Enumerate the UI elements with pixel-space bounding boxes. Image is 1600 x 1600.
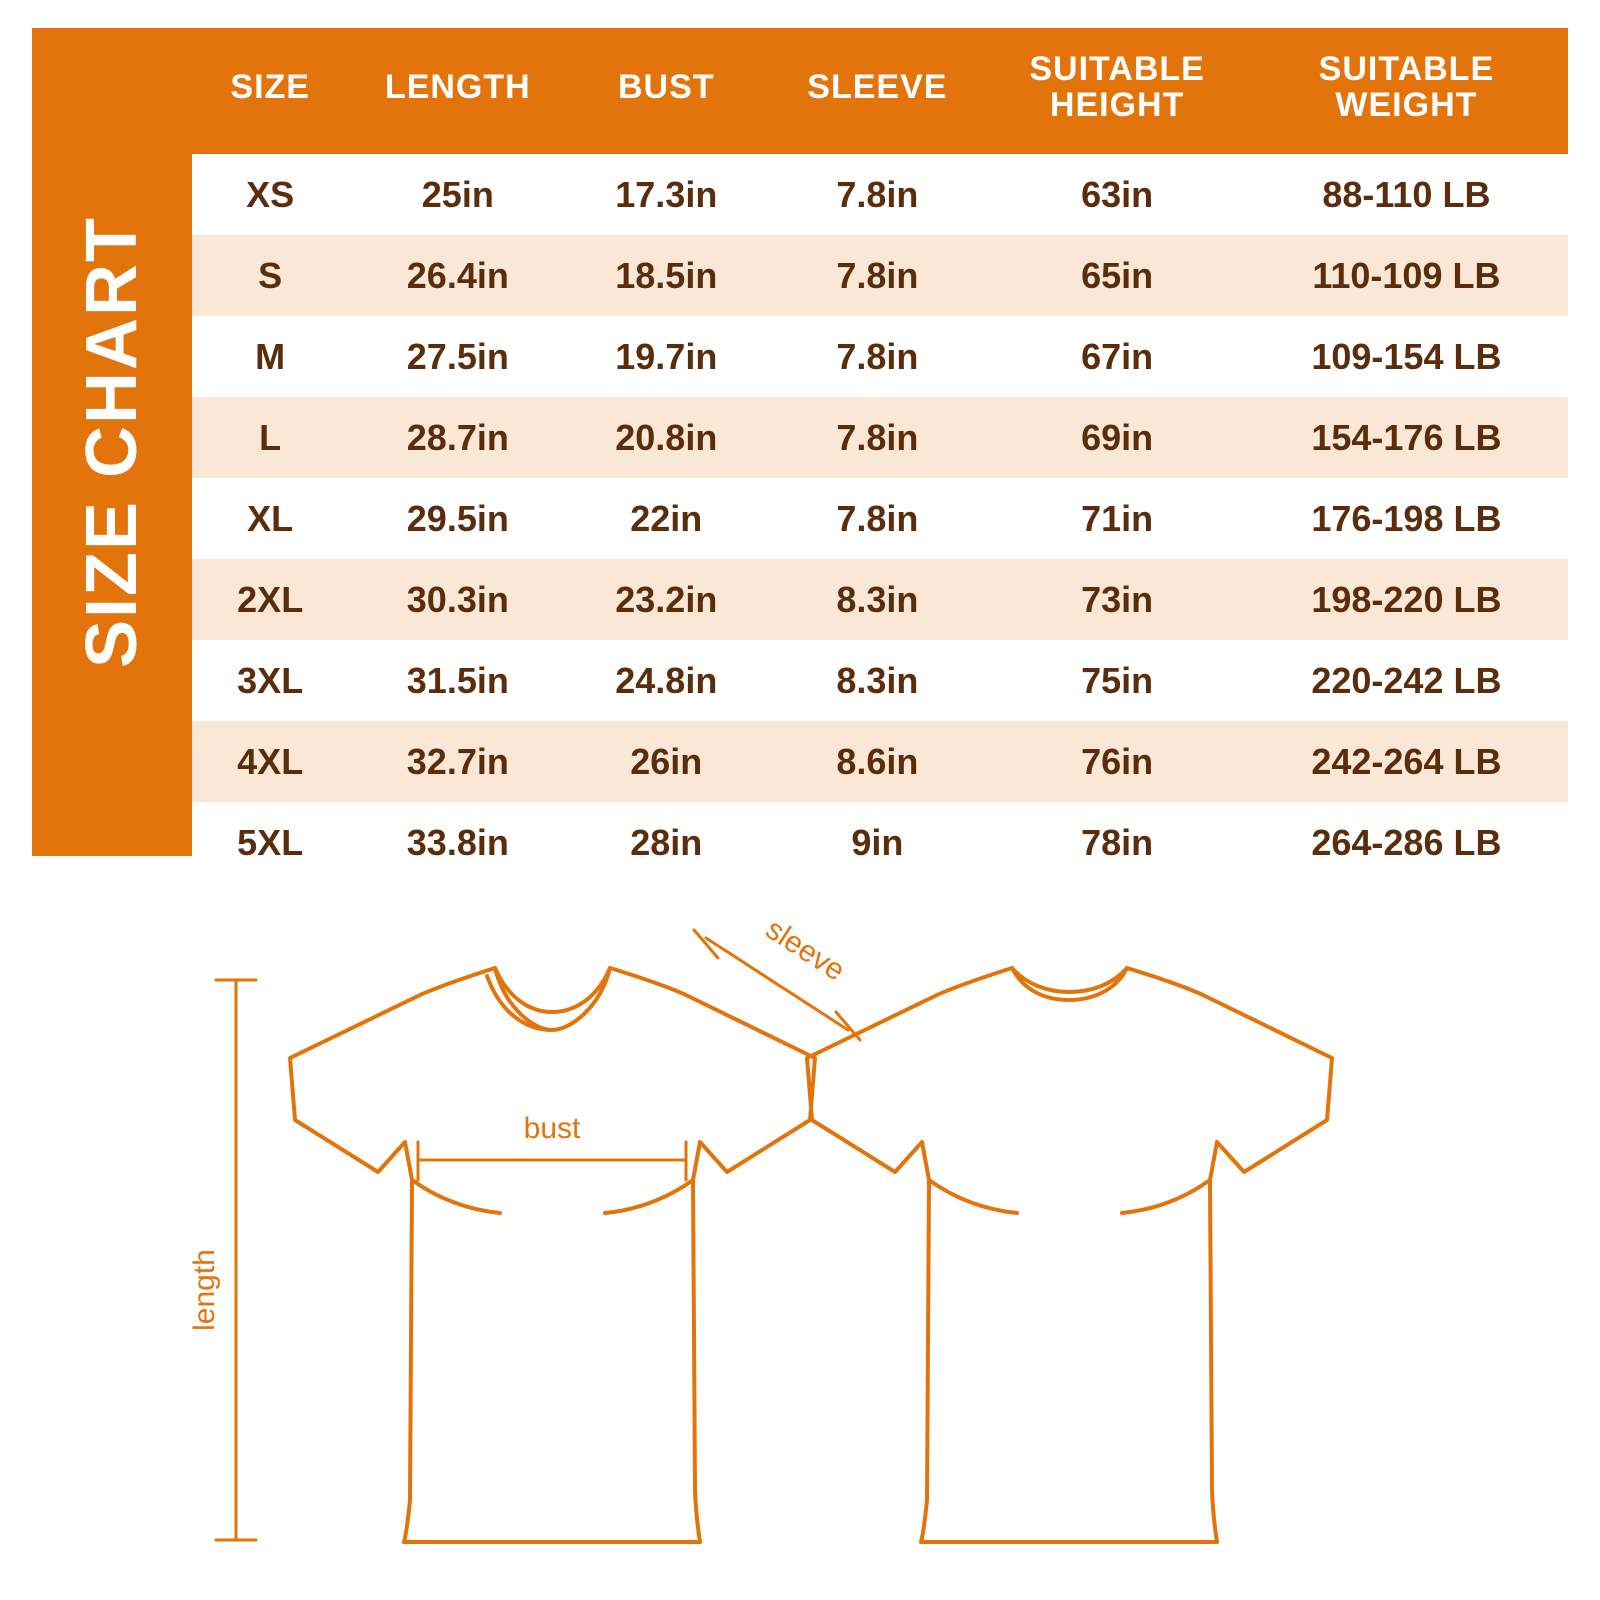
cell-size: S: [192, 235, 348, 316]
cell-suitable-weight: 220-242 LB: [1245, 640, 1568, 721]
cell-sleeve: 7.8in: [765, 154, 989, 235]
column-header-suitable-height-line2: HEIGHT: [1049, 86, 1185, 124]
cell-suitable-weight: 264-286 LB: [1245, 802, 1568, 883]
cell-suitable-weight: 198-220 LB: [1245, 559, 1568, 640]
sleeve-label: sleeve: [759, 912, 851, 988]
cell-suitable-height: 73in: [989, 559, 1244, 640]
cell-sleeve: 7.8in: [765, 316, 989, 397]
column-header-suitable-weight-line1: SUITABLE: [1318, 50, 1495, 89]
cell-suitable-weight: 176-198 LB: [1245, 478, 1568, 559]
cell-size: XS: [192, 154, 348, 235]
table-row: [192, 235, 1568, 316]
cell-sleeve: 7.8in: [765, 478, 989, 559]
column-header-bust-line1: BUST: [618, 68, 715, 107]
cell-size: L: [192, 397, 348, 478]
cell-bust: 28in: [567, 802, 765, 883]
cell-sleeve: 7.8in: [765, 397, 989, 478]
bust-label: bust: [523, 1112, 581, 1145]
cell-sleeve: 9in: [765, 802, 989, 883]
cell-length: 27.5in: [348, 316, 567, 397]
column-header-sleeve: [765, 28, 989, 154]
cell-suitable-height: 67in: [989, 316, 1244, 397]
table-header-row: [192, 28, 1568, 154]
t-shirt-back-outline: [807, 968, 1332, 1542]
column-header-suitable-height: [989, 28, 1244, 154]
cell-length: 26.4in: [348, 235, 567, 316]
cell-sleeve: 8.3in: [765, 640, 989, 721]
cell-bust: 19.7in: [567, 316, 765, 397]
table-row: [192, 721, 1568, 802]
column-header-length: [348, 28, 567, 154]
cell-length: 28.7in: [348, 397, 567, 478]
measurement-diagram: [0, 880, 1600, 1580]
cell-sleeve: 8.6in: [765, 721, 989, 802]
cell-bust: 22in: [567, 478, 765, 559]
cell-sleeve: 7.8in: [765, 235, 989, 316]
cell-suitable-height: 76in: [989, 721, 1244, 802]
cell-suitable-height: 65in: [989, 235, 1244, 316]
cell-size: XL: [192, 478, 348, 559]
cell-sleeve: 8.3in: [765, 559, 989, 640]
cell-bust: 17.3in: [567, 154, 765, 235]
table-row: [192, 802, 1568, 883]
bust-dimension-line: [418, 1142, 686, 1180]
cell-suitable-weight: 88-110 LB: [1245, 154, 1568, 235]
column-header-sleeve-line1: SLEEVE: [807, 68, 948, 107]
cell-bust: 18.5in: [567, 235, 765, 316]
cell-bust: 20.8in: [567, 397, 765, 478]
length-dimension-line: [216, 980, 256, 1540]
column-header-suitable-weight-line2: WEIGHT: [1335, 86, 1478, 124]
size-table-wrapper: [192, 28, 1568, 863]
length-label: length: [188, 1249, 221, 1331]
cell-size: M: [192, 316, 348, 397]
table-row: [192, 559, 1568, 640]
cell-length: 25in: [348, 154, 567, 235]
table-row: [192, 640, 1568, 721]
column-header-suitable-height-line1: SUITABLE: [1029, 50, 1205, 89]
table-row: [192, 316, 1568, 397]
cell-size: 5XL: [192, 802, 348, 883]
cell-suitable-weight: 110-109 LB: [1245, 235, 1568, 316]
cell-size: 2XL: [192, 559, 348, 640]
cell-bust: 26in: [567, 721, 765, 802]
column-header-bust: [567, 28, 765, 154]
column-header-suitable-weight: [1245, 28, 1568, 154]
column-header-size-line1: SIZE: [230, 68, 310, 107]
cell-suitable-weight: 242-264 LB: [1245, 721, 1568, 802]
cell-bust: 23.2in: [567, 559, 765, 640]
cell-suitable-height: 69in: [989, 397, 1244, 478]
table-row: [192, 397, 1568, 478]
size-chart-block: [32, 28, 1568, 863]
cell-size: 3XL: [192, 640, 348, 721]
cell-length: 32.7in: [348, 721, 567, 802]
cell-suitable-weight: 109-154 LB: [1245, 316, 1568, 397]
cell-length: 33.8in: [348, 802, 567, 883]
table-row: [192, 478, 1568, 559]
cell-length: 31.5in: [348, 640, 567, 721]
cell-suitable-height: 63in: [989, 154, 1244, 235]
cell-suitable-height: 71in: [989, 478, 1244, 559]
table-row: [192, 154, 1568, 235]
column-header-length-line1: LENGTH: [384, 68, 531, 107]
cell-suitable-weight: 154-176 LB: [1245, 397, 1568, 478]
cell-size: 4XL: [192, 721, 348, 802]
page-title: SIZE CHART: [72, 216, 152, 668]
cell-suitable-height: 78in: [989, 802, 1244, 883]
cell-bust: 24.8in: [567, 640, 765, 721]
size-table: [192, 28, 1568, 883]
cell-length: 29.5in: [348, 478, 567, 559]
cell-length: 30.3in: [348, 559, 567, 640]
column-header-size: [192, 28, 348, 154]
size-chart-side-label: [32, 28, 192, 856]
cell-suitable-height: 75in: [989, 640, 1244, 721]
t-shirt-front-outline: [290, 968, 815, 1542]
